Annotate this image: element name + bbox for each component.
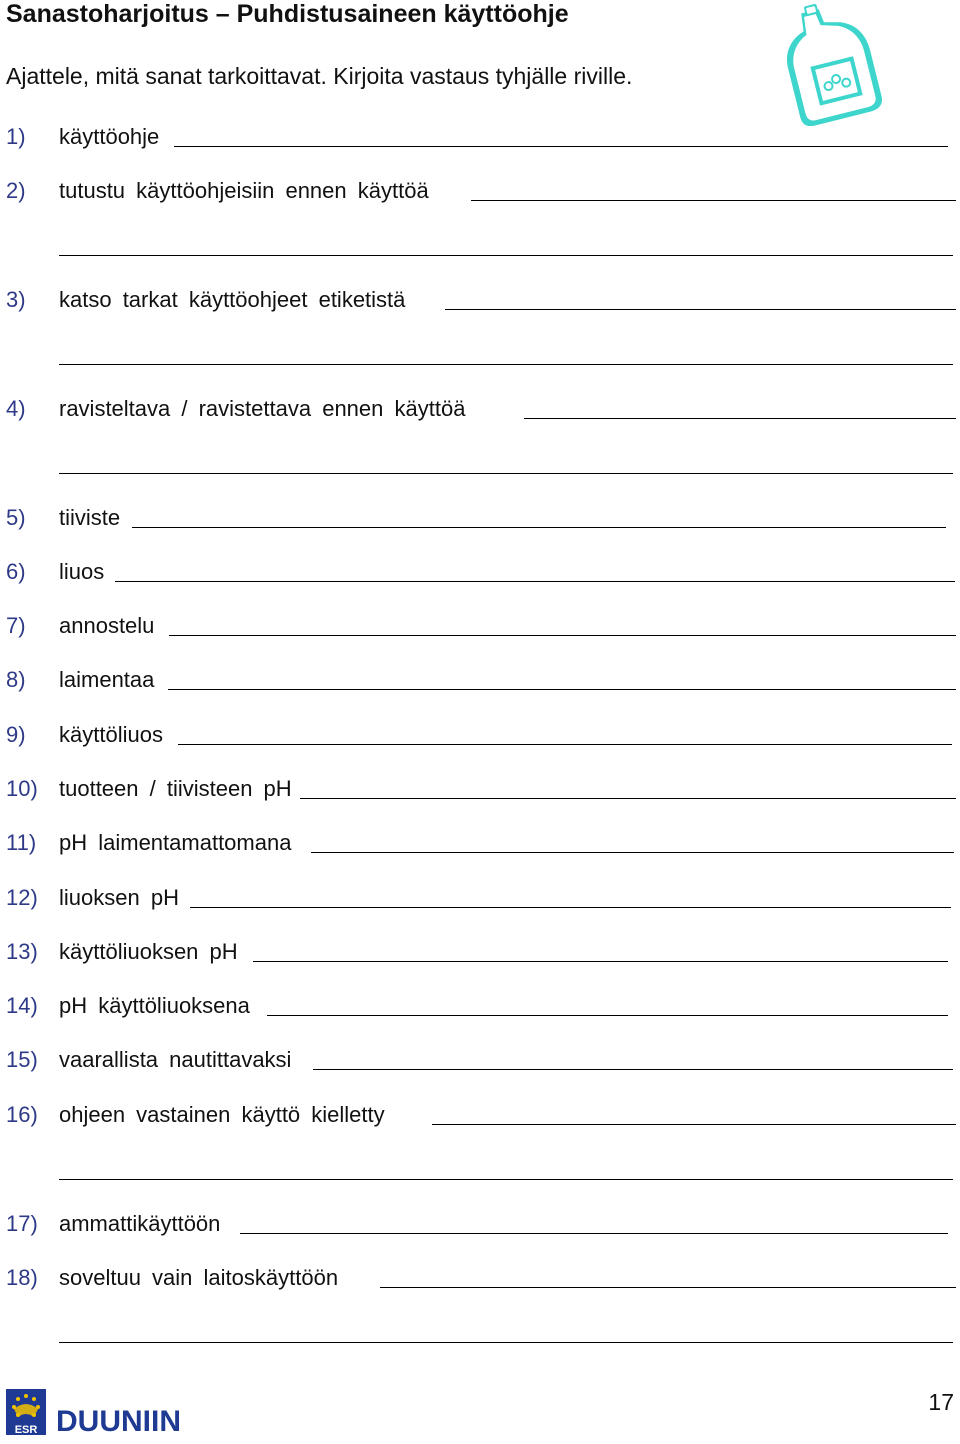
item-number: 6) bbox=[6, 559, 26, 584]
exercise-row-4 bbox=[0, 392, 960, 422]
term-label: katso tarkat käyttöohjeet etiketistä bbox=[59, 287, 406, 312]
exercise-row-16 bbox=[0, 1098, 960, 1128]
instructions-text: Ajattele, mitä sanat tarkoittavat. Kirjoita vastaus tyhjälle riville. bbox=[6, 63, 633, 89]
answer-line[interactable] bbox=[178, 744, 952, 745]
answer-line[interactable] bbox=[240, 1233, 948, 1234]
exercise-row-6 bbox=[0, 555, 960, 585]
item-number: 16) bbox=[6, 1102, 38, 1127]
term-label: laimentaa bbox=[59, 667, 155, 692]
answer-line[interactable] bbox=[380, 1287, 956, 1288]
answer-line[interactable] bbox=[115, 581, 955, 582]
page-title: Sanastoharjoitus – Puhdistusaineen käyttöohje bbox=[6, 0, 569, 28]
term-label: ammattikäyttöön bbox=[59, 1211, 221, 1236]
esr-duuniin-logo bbox=[4, 1387, 204, 1439]
exercise-row-17 bbox=[0, 1207, 960, 1237]
item-number: 8) bbox=[6, 667, 26, 692]
answer-line-continuation[interactable] bbox=[59, 473, 953, 474]
exercise-row-13 bbox=[0, 935, 960, 965]
item-number: 17) bbox=[6, 1211, 38, 1236]
item-number: 1) bbox=[6, 124, 26, 149]
term-label: ravisteltava / ravistettava ennen käyttöä bbox=[59, 396, 466, 421]
exercise-row-7 bbox=[0, 609, 960, 639]
term-label: tutustu käyttöohjeisiin ennen käyttöä bbox=[59, 178, 429, 203]
exercise-row-18 bbox=[0, 1261, 960, 1291]
answer-line[interactable] bbox=[132, 527, 946, 528]
term-label: liuoksen pH bbox=[59, 885, 179, 910]
item-number: 3) bbox=[6, 287, 26, 312]
item-number: 7) bbox=[6, 613, 26, 638]
exercise-row-5 bbox=[0, 501, 960, 531]
term-label: liuos bbox=[59, 559, 105, 584]
item-number: 15) bbox=[6, 1047, 38, 1072]
term-label: vaarallista nautittavaksi bbox=[59, 1047, 292, 1072]
exercise-row-11 bbox=[0, 826, 960, 856]
exercise-row-14 bbox=[0, 989, 960, 1019]
answer-line-continuation[interactable] bbox=[59, 364, 953, 365]
answer-line[interactable] bbox=[253, 961, 948, 962]
esr-logo-text: ESR bbox=[14, 1424, 38, 1436]
detergent-bottle-icon bbox=[770, 0, 890, 126]
exercise-row-2 bbox=[0, 174, 960, 204]
page-number: 17 bbox=[928, 1389, 954, 1415]
item-number: 12) bbox=[6, 885, 38, 910]
term-label: käyttöliuoksen pH bbox=[59, 939, 238, 964]
item-number: 18) bbox=[6, 1265, 38, 1290]
answer-line-continuation[interactable] bbox=[59, 1179, 953, 1180]
item-number: 9) bbox=[6, 722, 26, 747]
duuniin-logo-text: DUUNIIN bbox=[56, 1405, 181, 1438]
item-number: 11) bbox=[6, 830, 37, 855]
term-label: pH laimentamattomana bbox=[59, 830, 292, 855]
item-number: 4) bbox=[6, 396, 26, 421]
answer-line[interactable] bbox=[174, 146, 948, 147]
answer-line[interactable] bbox=[445, 309, 956, 310]
term-label: pH käyttöliuoksena bbox=[59, 993, 250, 1018]
answer-line[interactable] bbox=[471, 200, 956, 201]
item-number: 13) bbox=[6, 939, 38, 964]
term-label: tuotteen / tiivisteen pH bbox=[59, 776, 292, 801]
term-label: ohjeen vastainen käyttö kielletty bbox=[59, 1102, 385, 1127]
item-number: 14) bbox=[6, 993, 38, 1018]
answer-line-continuation[interactable] bbox=[59, 1342, 953, 1343]
exercise-row-10 bbox=[0, 772, 960, 802]
answer-line[interactable] bbox=[168, 689, 956, 690]
answer-line[interactable] bbox=[169, 635, 956, 636]
exercise-row-3 bbox=[0, 283, 960, 313]
answer-line[interactable] bbox=[311, 852, 954, 853]
item-number: 10) bbox=[6, 776, 38, 801]
term-label: käyttöohje bbox=[59, 124, 160, 149]
exercise-row-8 bbox=[0, 663, 960, 693]
term-label: annostelu bbox=[59, 613, 155, 638]
answer-line[interactable] bbox=[313, 1069, 953, 1070]
exercise-row-12 bbox=[0, 881, 960, 911]
answer-line[interactable] bbox=[190, 907, 951, 908]
exercise-row-1 bbox=[0, 120, 960, 150]
item-number: 2) bbox=[6, 178, 26, 203]
answer-line[interactable] bbox=[267, 1015, 948, 1016]
exercise-row-9 bbox=[0, 718, 960, 748]
exercise-row-15 bbox=[0, 1043, 960, 1073]
answer-line[interactable] bbox=[524, 418, 956, 419]
term-label: käyttöliuos bbox=[59, 722, 163, 747]
item-number: 5) bbox=[6, 505, 26, 530]
answer-line[interactable] bbox=[300, 798, 956, 799]
term-label: soveltuu vain laitoskäyttöön bbox=[59, 1265, 339, 1290]
answer-line-continuation[interactable] bbox=[59, 255, 953, 256]
answer-line[interactable] bbox=[432, 1124, 956, 1125]
term-label: tiiviste bbox=[59, 505, 121, 530]
